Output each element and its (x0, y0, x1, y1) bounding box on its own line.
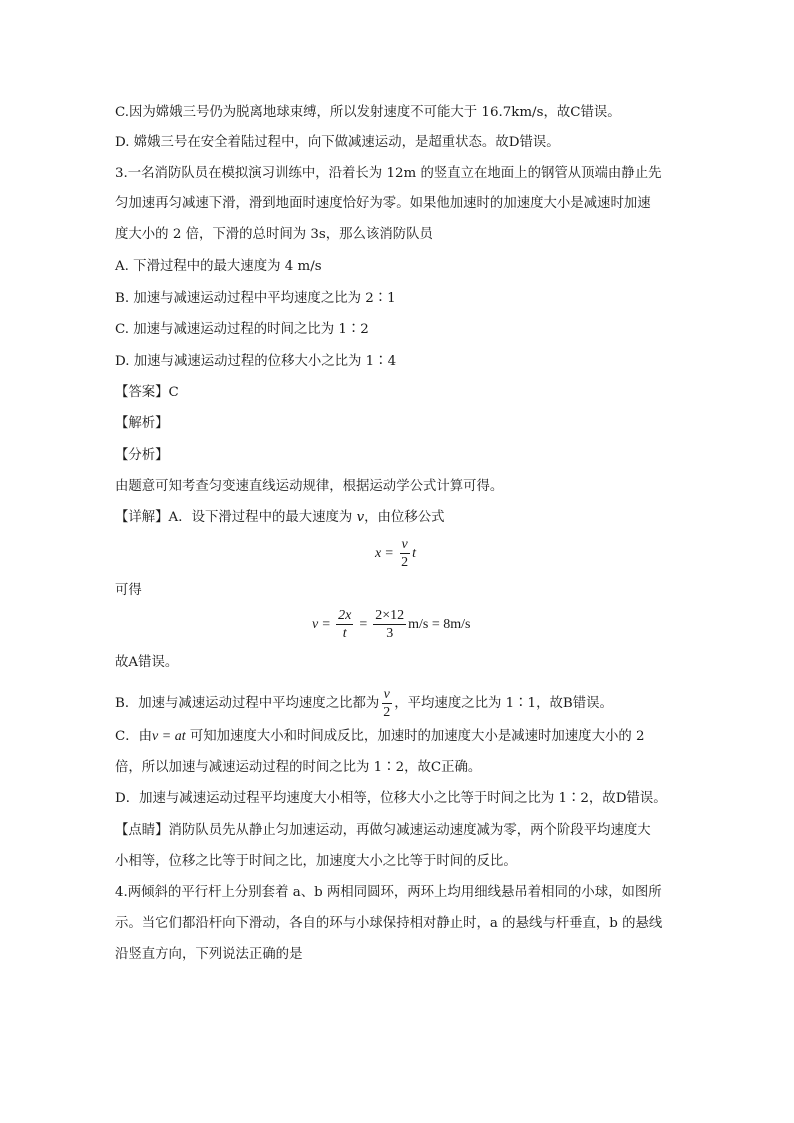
fraction-v-over-2 (399, 536, 410, 571)
analysis-text: 由题意可知考查匀变速直线运动规律，根据运动学公式计算可得。 (115, 479, 504, 494)
detail-a (115, 508, 445, 528)
fraction-numerator: v (383, 687, 390, 702)
formula-displacement (375, 536, 416, 571)
text-gu-a: 故A错误。 (115, 655, 179, 670)
fraction-denominator: 2 (383, 705, 391, 720)
math-v: v (356, 510, 365, 525)
detail-b-suffix: ，平均速度之比为 1∶1，故B错误。 (394, 695, 613, 711)
question-4-stem: 沿竖直方向，下列说法正确的是 (115, 947, 303, 962)
text-line: D. 嫦娥三号在安全着陆过程中，向下做减速运动，是超重状态。故D错误。 (115, 135, 560, 150)
text-kede: 可得 (115, 583, 142, 598)
section-jiexi: 【解析】 (115, 416, 169, 431)
question-3-stem: 度大小的 2 倍，下滑的总时间为 3s，那么该消防队员 (115, 227, 433, 242)
question-4-stem: 4.两倾斜的平行杆上分别套着 a、b 两相同圆环，两环上均用细线悬吊着相同的小球，如图所 (115, 885, 662, 900)
math-equals: = (359, 616, 368, 632)
answer-label: 【答案】C (115, 385, 179, 400)
fraction-v-over-2 (381, 686, 392, 721)
detail-c-cont: 倍，所以加速与减速运动过程的时间之比为 1∶2，故C正确。 (115, 760, 482, 775)
fraction-2x-over-t (336, 607, 353, 642)
section-fenxi: 【分析】 (115, 448, 169, 463)
fraction-numerator: v (401, 537, 408, 552)
math-x: x (375, 545, 382, 561)
dianjing-text: 【点睛】消防队员先从静止匀加速运动，再做匀减速运动速度减为零，两个阶段平均速度大 (115, 823, 651, 838)
math-v: v (312, 616, 319, 632)
question-3-stem: 匀加速再匀减速下滑，滑到地面时速度恰好为零。如果他加速时的加速度大小是减速时加速 (115, 196, 651, 211)
fraction-denominator: 2 (401, 555, 409, 570)
math-equals: = (322, 616, 331, 632)
fraction-numeric (373, 607, 406, 642)
formula-velocity (312, 607, 471, 642)
option-c: C. 加速与减速运动过程的时间之比为 1∶2 (115, 322, 369, 337)
option-d: D. 加速与减速运动过程的位移大小之比为 1∶4 (115, 354, 397, 369)
fraction-denominator: t (342, 626, 347, 641)
text-line: C.因为嫦娥三号仍为脱离地球束缚，所以发射速度不可能大于 16.7km/s，故C错误。 (115, 105, 621, 120)
fraction-denominator: 3 (386, 626, 394, 641)
detail-a-prefix: 【详解】A．设下滑过程中的最大速度为 (115, 510, 357, 525)
dianjing-text: 小相等，位移之比等于时间之比，加速度大小之比等于时间的反比。 (115, 854, 517, 869)
detail-a-suffix: ，由位移公式 (364, 510, 445, 525)
math-result: m/s = 8m/s (408, 616, 471, 632)
detail-c-prefix: C．由 (115, 729, 153, 744)
math-equals: = (385, 545, 394, 561)
detail-c-suffix: 可知加速度大小和时间成反比，加速时的加速度大小是减速时加速度大小的 2 (185, 729, 645, 744)
detail-b (115, 686, 613, 721)
question-3-stem: 3.一名消防队员在模拟演习训练中，沿着长为 12m 的竖直立在地面上的钢管从顶端由静止先 (115, 166, 662, 181)
math-v-at: v = at (152, 729, 186, 744)
detail-d: D．加速与减速运动过程平均速度大小相等，位移大小之比等于时间之比为 1∶2，故D错误。 (115, 791, 667, 806)
math-t: t (412, 545, 417, 561)
detail-c (115, 727, 645, 747)
detail-b-prefix: B．加速与减速运动过程中平均速度之比都为 (115, 695, 380, 711)
fraction-numerator: 2×12 (375, 608, 405, 623)
option-b: B. 加速与减速运动过程中平均速度之比为 2∶1 (115, 291, 396, 306)
option-a: A. 下滑过程中的最大速度为 4 m/s (115, 259, 322, 274)
question-4-stem: 示。当它们都沿杆向下滑动，各自的环与小球保持相对静止时，a 的悬线与杆垂直，b 的悬线 (115, 916, 663, 931)
fraction-numerator: 2x (338, 608, 352, 623)
